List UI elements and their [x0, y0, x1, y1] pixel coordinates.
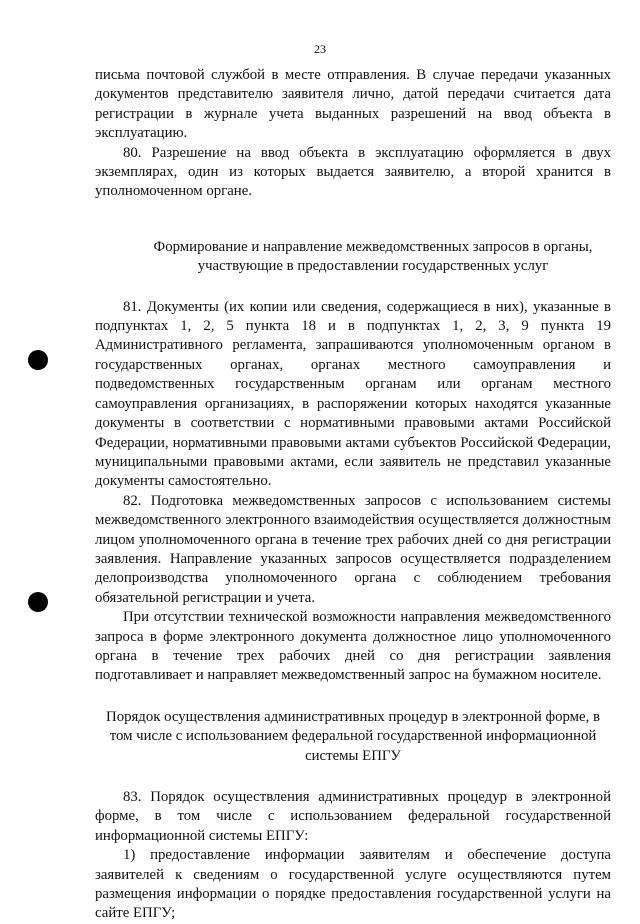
paragraph-83-item-1: 1) предоставление информации заявителям и обеспечение доступа заявителей к сведениям о государственной услуге осуществляются путем размещения информации о порядке предоставления государственной услуги на сайте ЕПГУ;	[95, 847, 611, 922]
paragraph-83: 83. Порядок осуществления административных процедур в электронной форме, в том числе с использованием федеральной государственной информационной системы ЕПГУ:	[95, 789, 611, 844]
document-body	[95, 66, 611, 924]
section-heading-electronic-procedures: Порядок осуществления административных процедур в электронной форме, в том числе с использованием федеральной государственной информационной системы ЕПГУ	[106, 708, 600, 764]
paragraph-81: 81. Документы (их копии или сведения, содержащиеся в них), указанные в подпунктах 1, 2, 5 пункта 18 и в подпунктах 1, 2, 3, 9 пункта 19 Административного регламента, запрашиваются уполномоченным органом в государственных органах, органах местного самоуправления и подведомственных государственным органам или органам местного самоуправления организациях, в распоряжении которых находятся указанные документы в соответствии с нормативными правовыми актами Российской Федерации, нормативными правовыми актами субъектов Российской Федерации, муниципальными правовыми актами, если заявитель не представил указанные документы самостоятельно.	[95, 298, 611, 490]
binder-hole-bottom	[28, 592, 48, 612]
section-heading-interagency-requests: Формирование и направление межведомственных запросов в органы, участвующие в предоставлении государственных услуг	[153, 238, 593, 275]
paragraph-continuation: письма почтовой службой в месте отправления. В случае передачи указанных документов представителю заявителя лично, датой передачи считается дата регистрации в журнале учета выданных разрешений на ввод объекта в эксплуатацию.	[95, 67, 611, 142]
paragraph-82: 82. Подготовка межведомственных запросов с использованием системы межведомственного электронного взаимодействия осуществляется должностным лицом уполномоченного органа в течение трех рабочих дней со дня регистрации заявления. Направление указанных запросов осуществляется подразделением делопроизводства уполномоченного органа с соблюдением требования обязательной регистрации и учета.	[95, 492, 611, 606]
paragraph-82-continued: При отсутствии технической возможности направления межведомственного запроса в форме электронного документа должностное лицо уполномоченного органа в течение трех рабочих дней со дня регистрации заявления подготавливает и направляет межведомственный запрос на бумажном носителе.	[95, 609, 611, 684]
page-number: 23	[314, 42, 326, 56]
binder-hole-top	[28, 350, 48, 370]
paragraph-80: 80. Разрешение на ввод объекта в эксплуатацию оформляется в двух экземплярах, один из которых выдается заявителю, а второй хранится в уполномоченном органе.	[95, 144, 611, 200]
